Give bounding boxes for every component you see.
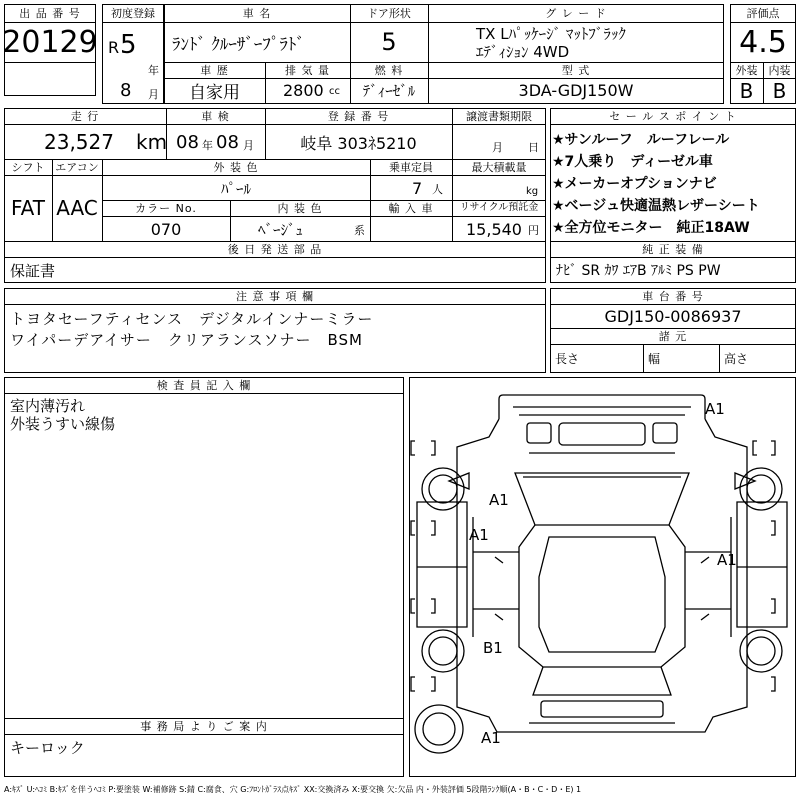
later-parts-label: 後 日 発 送 部 品: [227, 242, 323, 256]
factory-equipment: ﾅﾋﾞ SR ｶﾜ ｴｱB ｱﾙﾐ PS PW: [556, 263, 721, 279]
displacement: 2800: [283, 81, 324, 100]
shift-label: シフト: [11, 160, 45, 174]
shift-type: FAT: [10, 196, 45, 220]
length-label: 長さ: [555, 351, 580, 366]
history-label: 車 歴: [200, 63, 229, 77]
interior-color-label: 内 装 色: [277, 201, 323, 215]
doors-label: ドア形状: [367, 6, 411, 20]
model-code: 3DA-GDJ150W: [518, 81, 634, 100]
capacity-unit: 人: [432, 183, 443, 196]
damage-mark: A1: [469, 526, 489, 544]
capacity: 7: [412, 178, 423, 198]
inspection-month: 08: [216, 131, 239, 153]
inspection-year-unit: 年: [202, 139, 213, 152]
interior-label: 内装: [768, 63, 791, 77]
capacity-label: 乗車定員: [389, 160, 433, 174]
damage-mark: A1: [489, 491, 509, 509]
grade-line-2: ｴﾃﾞｨｼｮﾝ 4WD: [476, 43, 570, 61]
later-parts: 保証書: [10, 261, 56, 280]
import-label: 輸 入 車: [388, 201, 434, 215]
inspector-label: 検 査 員 記 入 欄: [156, 378, 252, 392]
fuel-label: 燃 料: [374, 63, 404, 77]
recycle-fee: 15,540: [466, 219, 522, 239]
exterior-color-label: 外 装 色: [213, 160, 259, 174]
license-plate: 岐阜 303ﾈ5210: [300, 133, 417, 153]
exterior-grade: B: [739, 78, 754, 103]
color-number: 070: [150, 219, 182, 239]
office-notice: キーロック: [10, 738, 85, 757]
office-notice-label: 事 務 局 よ り ご 案 内: [140, 719, 268, 733]
transfer-month-unit: 月: [492, 141, 503, 154]
displacement-label: 排 気 量: [285, 63, 330, 77]
mileage-unit: km: [136, 130, 168, 154]
legend: A:ｷｽﾞ U:ﾍｺﾐ B:ｷｽﾞを伴うﾍｺﾐ P:要塗装 W:補修跡 S:錆 C:腐食、穴 G:ﾌﾛﾝﾄｶﾞﾗｽ点ｷｽﾞ XX:交換済み X:要交換 欠:欠品 内・外装評価 5段階ﾗﾝｸ順(A・B・C・D・E) 1: [4, 784, 582, 794]
notes-line-2: ワイパーデアイサー クリアランスソナー BSM: [10, 330, 363, 349]
lot-number: 20129: [2, 24, 98, 60]
registration-month: 8: [120, 80, 132, 101]
inspector-line-2: 外装うすい線傷: [10, 414, 116, 433]
fuel: ﾃﾞｨｰｾﾞﾙ: [362, 82, 416, 100]
inspection-month-unit: 月: [243, 139, 254, 152]
score-label: 評価点: [746, 6, 780, 20]
width-label: 幅: [648, 351, 661, 366]
overall-score: 4.5: [739, 24, 787, 60]
registration-year: 5: [120, 30, 137, 60]
car-history: 自家用: [189, 83, 240, 103]
notes-line-1: トヨタセーフティセンス デジタルインナーミラー: [10, 309, 374, 328]
aircon-label: エアコン: [55, 160, 99, 174]
sales-point: ★サンルーフ ルーフレール: [552, 132, 730, 148]
damage-mark: B1: [483, 639, 503, 657]
max-load-unit: kg: [526, 185, 539, 197]
inspection-label: 車 検: [201, 109, 230, 123]
color-number-label: カラー No.: [135, 201, 197, 215]
recycle-unit: 円: [528, 224, 539, 237]
year-unit: 年: [148, 64, 159, 77]
door-count: 5: [381, 28, 397, 56]
car-name-label: 車 名: [242, 6, 272, 20]
damage-mark: A1: [717, 551, 737, 569]
sales-point: ★全方位モニター 純正18AW: [552, 220, 750, 236]
height-label: 高さ: [724, 351, 749, 366]
factory-equipment-label: 純 正 装 備: [642, 242, 704, 256]
car-diagram: [409, 377, 796, 777]
notes-label: 注 意 事 項 欄: [236, 289, 314, 303]
recycle-label: リサイクル預託金: [459, 202, 539, 213]
lot-number-label: 出 品 番 号: [19, 6, 81, 20]
displacement-unit: cc: [329, 85, 340, 97]
aircon-type: AAC: [56, 196, 98, 220]
inspection-year: 08: [176, 131, 199, 153]
inspector-line-1: 室内薄汚れ: [10, 396, 86, 415]
sales-point: ★ベージュ快適温熱レザーシート: [552, 198, 760, 214]
interior-grade: B: [772, 78, 787, 103]
plate-label: 登 録 番 号: [327, 109, 390, 123]
grade-line-1: TX Lﾊﾟｯｹｰｼﾞ ﾏｯﾄﾌﾞﾗｯｸ: [476, 25, 626, 43]
first-registration-label: 初度登録: [111, 6, 155, 20]
month-unit: 月: [148, 88, 159, 101]
era: R: [108, 38, 120, 57]
interior-color-unit: 系: [354, 224, 365, 237]
mileage: 23,527: [44, 130, 114, 154]
inspector-box: [4, 377, 404, 777]
sales-points-label: セ ー ル ス ポ イ ン ト: [609, 109, 737, 123]
sales-point: ★7人乗り ディーゼル車: [552, 154, 713, 170]
grade-label: グ レ ー ド: [545, 6, 607, 20]
max-load-label: 最大積載量: [471, 160, 527, 174]
model-label: 型 式: [561, 63, 591, 77]
damage-mark: A1: [481, 729, 501, 747]
interior-color: ﾍﾞｰｼﾞｭ: [258, 220, 304, 239]
exterior-color: ﾊﾟｰﾙ: [220, 179, 251, 198]
damage-mark: A1: [705, 400, 725, 418]
mileage-label: 走 行: [70, 109, 100, 123]
sales-point: ★メーカーオプションナビ: [552, 176, 717, 192]
car-name: ﾗﾝﾄﾞ ｸﾙｰｻﾞｰﾌﾟﾗﾄﾞ: [172, 34, 305, 55]
chassis-number-label: 車 台 番 号: [642, 289, 704, 303]
transfer-day-unit: 日: [528, 141, 539, 154]
exterior-label: 外装: [735, 63, 758, 77]
chassis-number: GDJ150-0086937: [604, 307, 742, 326]
transfer-deadline-label: 譲渡書類期限: [466, 109, 532, 123]
dimensions-label: 諸 元: [658, 329, 688, 343]
